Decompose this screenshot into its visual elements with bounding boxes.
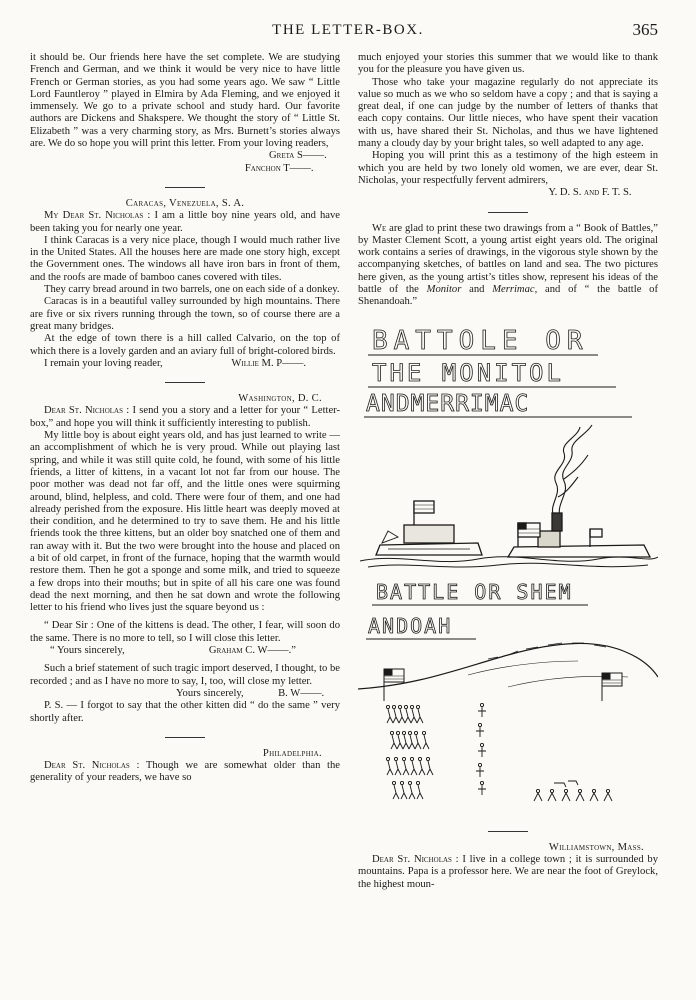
signature-greta: Greta S——. — [269, 150, 327, 162]
right-column — [358, 52, 658, 891]
running-title: THE LETTER-BOX. — [272, 22, 424, 38]
drawing1-caption-line: BATTOLE OR — [372, 325, 589, 356]
section-divider — [488, 831, 528, 832]
dateline-williamstown: Williamstown, Mass. — [548, 841, 644, 853]
kitten-letter-quote: “ Dear Sir : One of the kittens is dead. The other, I fear, will soon do the same. There is no more to tell, so I will close this letter. — [30, 620, 340, 644]
drawing1-caption-line: THE MONITOL — [372, 358, 564, 387]
letter-washington-paragraph: My little boy is about eight years old, and has just learned to write — an accomplishment of which he is very proud. While out playing last spring, and while it was still quite cold, he found, with some of his little friends, a litter of kittens, in a vacant lot not far from our house. The poor mother was dead not far off, and the little ones were squirming around, blind, helpless, and cold. There were four of them, and one had already perished from the exposure. His little heart was deeply moved at their condition, and he determined to try to save them. He and his little friends took the three kittens, but an older boy snatched one of them and ran away with it. But the two were brought into the house and placed on a bit of old carpet, in front of the furnace, hoping that the warmth would restore them. Then he got a sponge and some milk, and tried to squeeze a few drops into their mouths; but in spite of all his care one was found dead the next morning, and then he sat down and wrote the following letter to his friend who lives just the square beyond us : — [30, 430, 340, 614]
letter-caracas-closing: I remain your loving reader, Willie M. P——. — [44, 357, 306, 369]
letter-washington-opening: Dear St. Nicholas : I send you a story and a letter for your “ Letter-box,” and hope you will think it sufficiently interesting to publish. — [30, 405, 340, 429]
soldier-column-center — [476, 703, 486, 795]
signature-yds-fts: Y. D. S. and F. T. S. — [548, 187, 632, 199]
drawing2-caption-line: ANDOAH — [368, 613, 453, 638]
letter-continuation: it should be. Our friends here have the set complete. We are studying French and German, and we think it would be very nice to have little French or German stories, as you had some years ago. We saw “ Little Lord Fauntleroy ” played in Elmira by Ada Fleming, and we enjoyed it immensely. We go to a private school and study hard. Our favorite authors are Dickens and Shakspere. We thought the story of “ Little St. Elizabeth ” was a very charming story, as Mrs. Burnett’s stories always are. We do so hope you will print this letter. From your loving readers, — [30, 52, 340, 150]
merrimac-ship — [376, 501, 482, 555]
flag-right — [602, 673, 622, 701]
dateline-philadelphia: Philadelphia. — [262, 747, 322, 759]
page-number: 365 — [632, 20, 658, 39]
page-header — [0, 20, 696, 42]
smoke-plume — [552, 425, 592, 517]
drawing1-caption-line: ANDMERRIMAC — [366, 390, 530, 417]
letter-washington-closing: Yours sincerely, B. W——. — [175, 687, 325, 699]
dateline-caracas: Caracas, Venezuela, S. A. — [125, 197, 245, 209]
water-waves — [360, 556, 658, 566]
dateline-washington: Washington, D. C. — [238, 393, 322, 405]
letter-philadelphia-opening: Dear St. Nicholas : Though we are somewhat older than the generality of your readers, we have so — [30, 760, 340, 784]
section-divider — [488, 212, 528, 213]
soldiers-left — [386, 705, 433, 799]
soldiers-right — [534, 781, 612, 801]
left-column — [30, 52, 340, 785]
kitten-letter-closing: “ Yours sincerely, Graham C. W——.” — [50, 645, 296, 657]
drawing-shenandoah — [358, 577, 658, 827]
section-divider — [165, 737, 205, 738]
letter-caracas-paragraph: I think Caracas is a very nice place, though I would much rather live in the United States. All the houses here are made one story high, except the Government ones. The windows all have iron bars in front of them, and the roofs are made of bamboo canes covered with tiles. — [30, 234, 340, 283]
letter-philadelphia-paragraph: Hoping you will print this as a testimony of the high esteem in which you are held by two lonely old women, we are ever, dear St. Nicholas, your respectfully fervent admirers, — [358, 150, 658, 186]
monitor-ship — [508, 513, 650, 557]
letter-williamstown-opening: Dear St. Nicholas : I live in a college town ; it is surrounded by mountains. Papa is a professor here. We are near the foot of Greylock, the highest moun- — [358, 853, 659, 890]
section-divider — [165, 187, 205, 188]
letter-caracas-paragraph: At the edge of town there is a hill called Calvario, on the top of which there is a lovely garden and an aviary full of bright-colored birds. — [30, 333, 340, 357]
letter-washington-paragraph: Such a brief statement of such tragic import deserved, I thought, to be recorded ; and as I have no more to say, I, too, will close my letter. — [30, 663, 340, 687]
drawing-monitor-merrimac — [358, 317, 658, 571]
letter-caracas-paragraph: Caracas is in a beautiful valley surrounded by high mountains. There are five or six rivers running through the town, so of course there are a great many bridges. — [30, 296, 340, 332]
letter-philadelphia-paragraph: Those who take your magazine regularly do not appreciate its value so much as we who so seldom have a copy ; and that is saying a great deal, if one can judge by the number of letters of thanks that each copy contains. Our little nieces, who have spent their vacation with us, have shared their St. Nicholas, and thus we have lightened many a cloudy day by your bright tales, so well adapted to any age. — [358, 76, 658, 150]
section-divider — [165, 382, 205, 383]
editorial-note-battles: We are glad to print these two drawings from a “ Book of Battles,” by Master Clement Scott, a young artist eight years old. The original work contains a series of drawings, in the vigorous style shown by the accompanying sketches, of battles on land and sea. The two pictures here given, as the young artist’s titles show, represent his ideas of the battle of the Monitor and Merrimac, and of “ the battle of Shenandoah.” — [358, 222, 658, 308]
letter-caracas-paragraph: They carry bread around in two barrels, one on each side of a donkey. — [44, 284, 340, 296]
letter-philadelphia-continued: much enjoyed your stories this summer that we would like to thank you for the pleasure you have given us. — [358, 52, 658, 76]
letter-caracas-opening: My Dear St. Nicholas : I am a little boy nine years old, and have been taking you for nearly one year. — [30, 210, 341, 234]
letter-washington-postscript: P. S. — I forgot to say that the other kitten did “ do the same ” very shortly after. — [30, 700, 340, 724]
drawing2-caption-line: BATTLE OR SHEM — [376, 579, 573, 604]
signature-fanchon: Fanchon T——. — [244, 162, 314, 174]
